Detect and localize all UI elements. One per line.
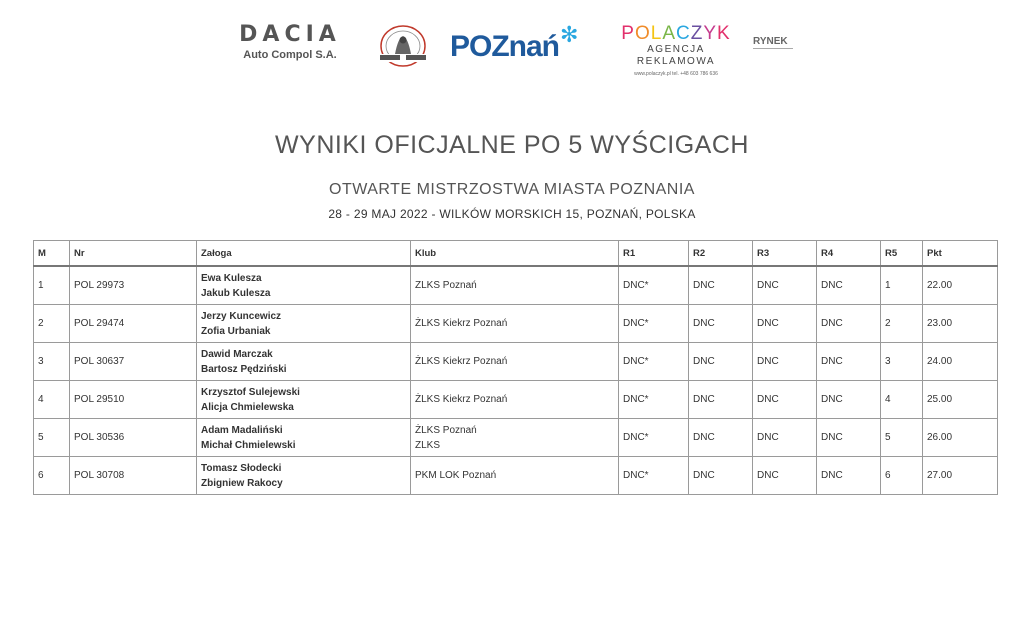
points-cell: 24.00 [923, 343, 998, 381]
polaczyk-logo-word: POLACZYK [621, 23, 731, 44]
header-position: M [34, 241, 70, 267]
club-name: ŻLKS Kiekrz Poznań [415, 394, 508, 405]
club-cell [411, 305, 619, 343]
header-club: Klub [411, 241, 619, 267]
table-row [34, 305, 998, 343]
race-3-cell: DNC [753, 343, 817, 381]
header-crew: Załoga [197, 241, 411, 267]
crew-name: Michał Chmielewski [201, 439, 296, 451]
sponsor-logos [0, 20, 1024, 77]
table-row [34, 381, 998, 419]
event-date-location: 28 - 29 MAJ 2022 - WILKÓW MORSKICH 15, POZNAŃ, POLSKA [328, 207, 696, 221]
snowflake-icon: ✻ [560, 22, 578, 47]
crew-name: Jakub Kulesza [201, 287, 271, 299]
crew-cell [197, 343, 411, 381]
race-1-cell: DNC* [619, 305, 689, 343]
crew-cell [197, 381, 411, 419]
race-5-cell: 4 [881, 381, 923, 419]
race-3-cell: DNC [753, 381, 817, 419]
race-4-cell: DNC [817, 266, 881, 305]
race-4-cell: DNC [817, 457, 881, 495]
race-5-cell: 2 [881, 305, 923, 343]
crew-name: Zofia Urbaniak [201, 325, 271, 337]
race-5-cell: 5 [881, 419, 923, 457]
dacia-logo-subtitle: Auto Compol S.A. [243, 49, 337, 61]
club-cell [411, 343, 619, 381]
helm-name: Adam Madaliński [201, 424, 283, 436]
drewniany-kocur-logo [368, 24, 440, 68]
helm-name: Dawid Marczak [201, 348, 273, 360]
position-cell: 6 [34, 457, 70, 495]
crew-name: Zbigniew Rakocy [201, 477, 283, 489]
dacia-logo-word: DACIA [239, 22, 341, 47]
race-3-cell: DNC [753, 457, 817, 495]
club-name: PKM LOK Poznań [415, 470, 497, 481]
points-cell: 27.00 [923, 457, 998, 495]
race-2-cell: DNC [689, 305, 753, 343]
sail-number-cell: POL 30536 [70, 419, 197, 457]
race-5-cell: 6 [881, 457, 923, 495]
helm-name: Tomasz Słodecki [201, 462, 282, 474]
race-1-cell: DNC* [619, 419, 689, 457]
crew-cell [197, 266, 411, 305]
club-cell [411, 381, 619, 419]
rynek-logo-underline [753, 48, 793, 49]
race-1-cell: DNC* [619, 381, 689, 419]
club-cell [411, 457, 619, 495]
sail-number-cell: POL 29510 [70, 381, 197, 419]
polaczyk-logo-contact: www.polaczyk.pl tel. +48 603 786 636 [634, 71, 718, 77]
sail-number-cell: POL 29474 [70, 305, 197, 343]
position-cell: 2 [34, 305, 70, 343]
race-2-cell: DNC [689, 419, 753, 457]
race-4-cell: DNC [817, 305, 881, 343]
club-name: ŻLKS Poznań [415, 424, 477, 436]
helm-name: Ewa Kulesza [201, 272, 262, 284]
header-race-5: R5 [881, 241, 923, 267]
table-row [34, 266, 998, 305]
helm-name: Krzysztof Sulejewski [201, 386, 300, 398]
header-race-3: R3 [753, 241, 817, 267]
club-name-secondary: ZLKS [415, 439, 441, 451]
position-cell: 4 [34, 381, 70, 419]
crew-name: Bartosz Pędziński [201, 363, 287, 375]
header-race-4: R4 [817, 241, 881, 267]
kocur-seal-icon [368, 24, 438, 68]
points-cell: 26.00 [923, 419, 998, 457]
race-4-cell: DNC [817, 343, 881, 381]
helm-name: Jerzy Kuncewicz [201, 310, 282, 322]
race-2-cell: DNC [689, 343, 753, 381]
race-2-cell: DNC [689, 381, 753, 419]
crew-cell [197, 419, 411, 457]
race-5-cell: 1 [881, 266, 923, 305]
poznan-logo-word: POZnań [450, 30, 560, 63]
club-name: ZLKS Poznań [415, 280, 477, 291]
race-2-cell: DNC [689, 266, 753, 305]
club-cell [411, 266, 619, 305]
table-header-row [34, 241, 998, 267]
points-cell: 25.00 [923, 381, 998, 419]
race-3-cell: DNC [753, 419, 817, 457]
header-points: Pkt [923, 241, 998, 267]
position-cell: 1 [34, 266, 70, 305]
polaczyk-logo [620, 24, 732, 78]
table-row [34, 457, 998, 495]
table-row [34, 343, 998, 381]
race-3-cell: DNC [753, 305, 817, 343]
club-cell [411, 419, 619, 457]
race-2-cell: DNC [689, 457, 753, 495]
club-name: ŻLKS Kiekrz Poznań [415, 318, 508, 329]
page-title: WYNIKI OFICJALNE PO 5 WYŚCIGACH [275, 131, 749, 159]
position-cell: 3 [34, 343, 70, 381]
polaczyk-logo-subtitle: AGENCJA REKLAMOWA [636, 44, 716, 67]
club-name: ŻLKS Kiekrz Poznań [415, 356, 508, 367]
race-1-cell: DNC* [619, 457, 689, 495]
crew-cell [197, 457, 411, 495]
race-1-cell: DNC* [619, 266, 689, 305]
header-sail-number: Nr [70, 241, 197, 267]
points-cell: 23.00 [923, 305, 998, 343]
race-4-cell: DNC [817, 381, 881, 419]
race-5-cell: 3 [881, 343, 923, 381]
table-row [34, 419, 998, 457]
sail-number-cell: POL 30708 [70, 457, 197, 495]
header-race-2: R2 [689, 241, 753, 267]
crew-name: Alicja Chmielewska [201, 401, 294, 413]
rynek-logo-word: RYNEK [753, 36, 788, 47]
crew-cell [197, 305, 411, 343]
race-1-cell: DNC* [619, 343, 689, 381]
sail-number-cell: POL 29973 [70, 266, 197, 305]
race-3-cell: DNC [753, 266, 817, 305]
header-race-1: R1 [619, 241, 689, 267]
points-cell: 22.00 [923, 266, 998, 305]
sail-number-cell: POL 30637 [70, 343, 197, 381]
results-table [33, 240, 998, 495]
rynek-logo [753, 36, 793, 49]
race-4-cell: DNC [817, 419, 881, 457]
dacia-logo [225, 24, 355, 62]
poznan-logo [450, 22, 578, 66]
event-name: OTWARTE MISTRZOSTWA MIASTA POZNANIA [329, 181, 695, 198]
position-cell: 5 [34, 419, 70, 457]
